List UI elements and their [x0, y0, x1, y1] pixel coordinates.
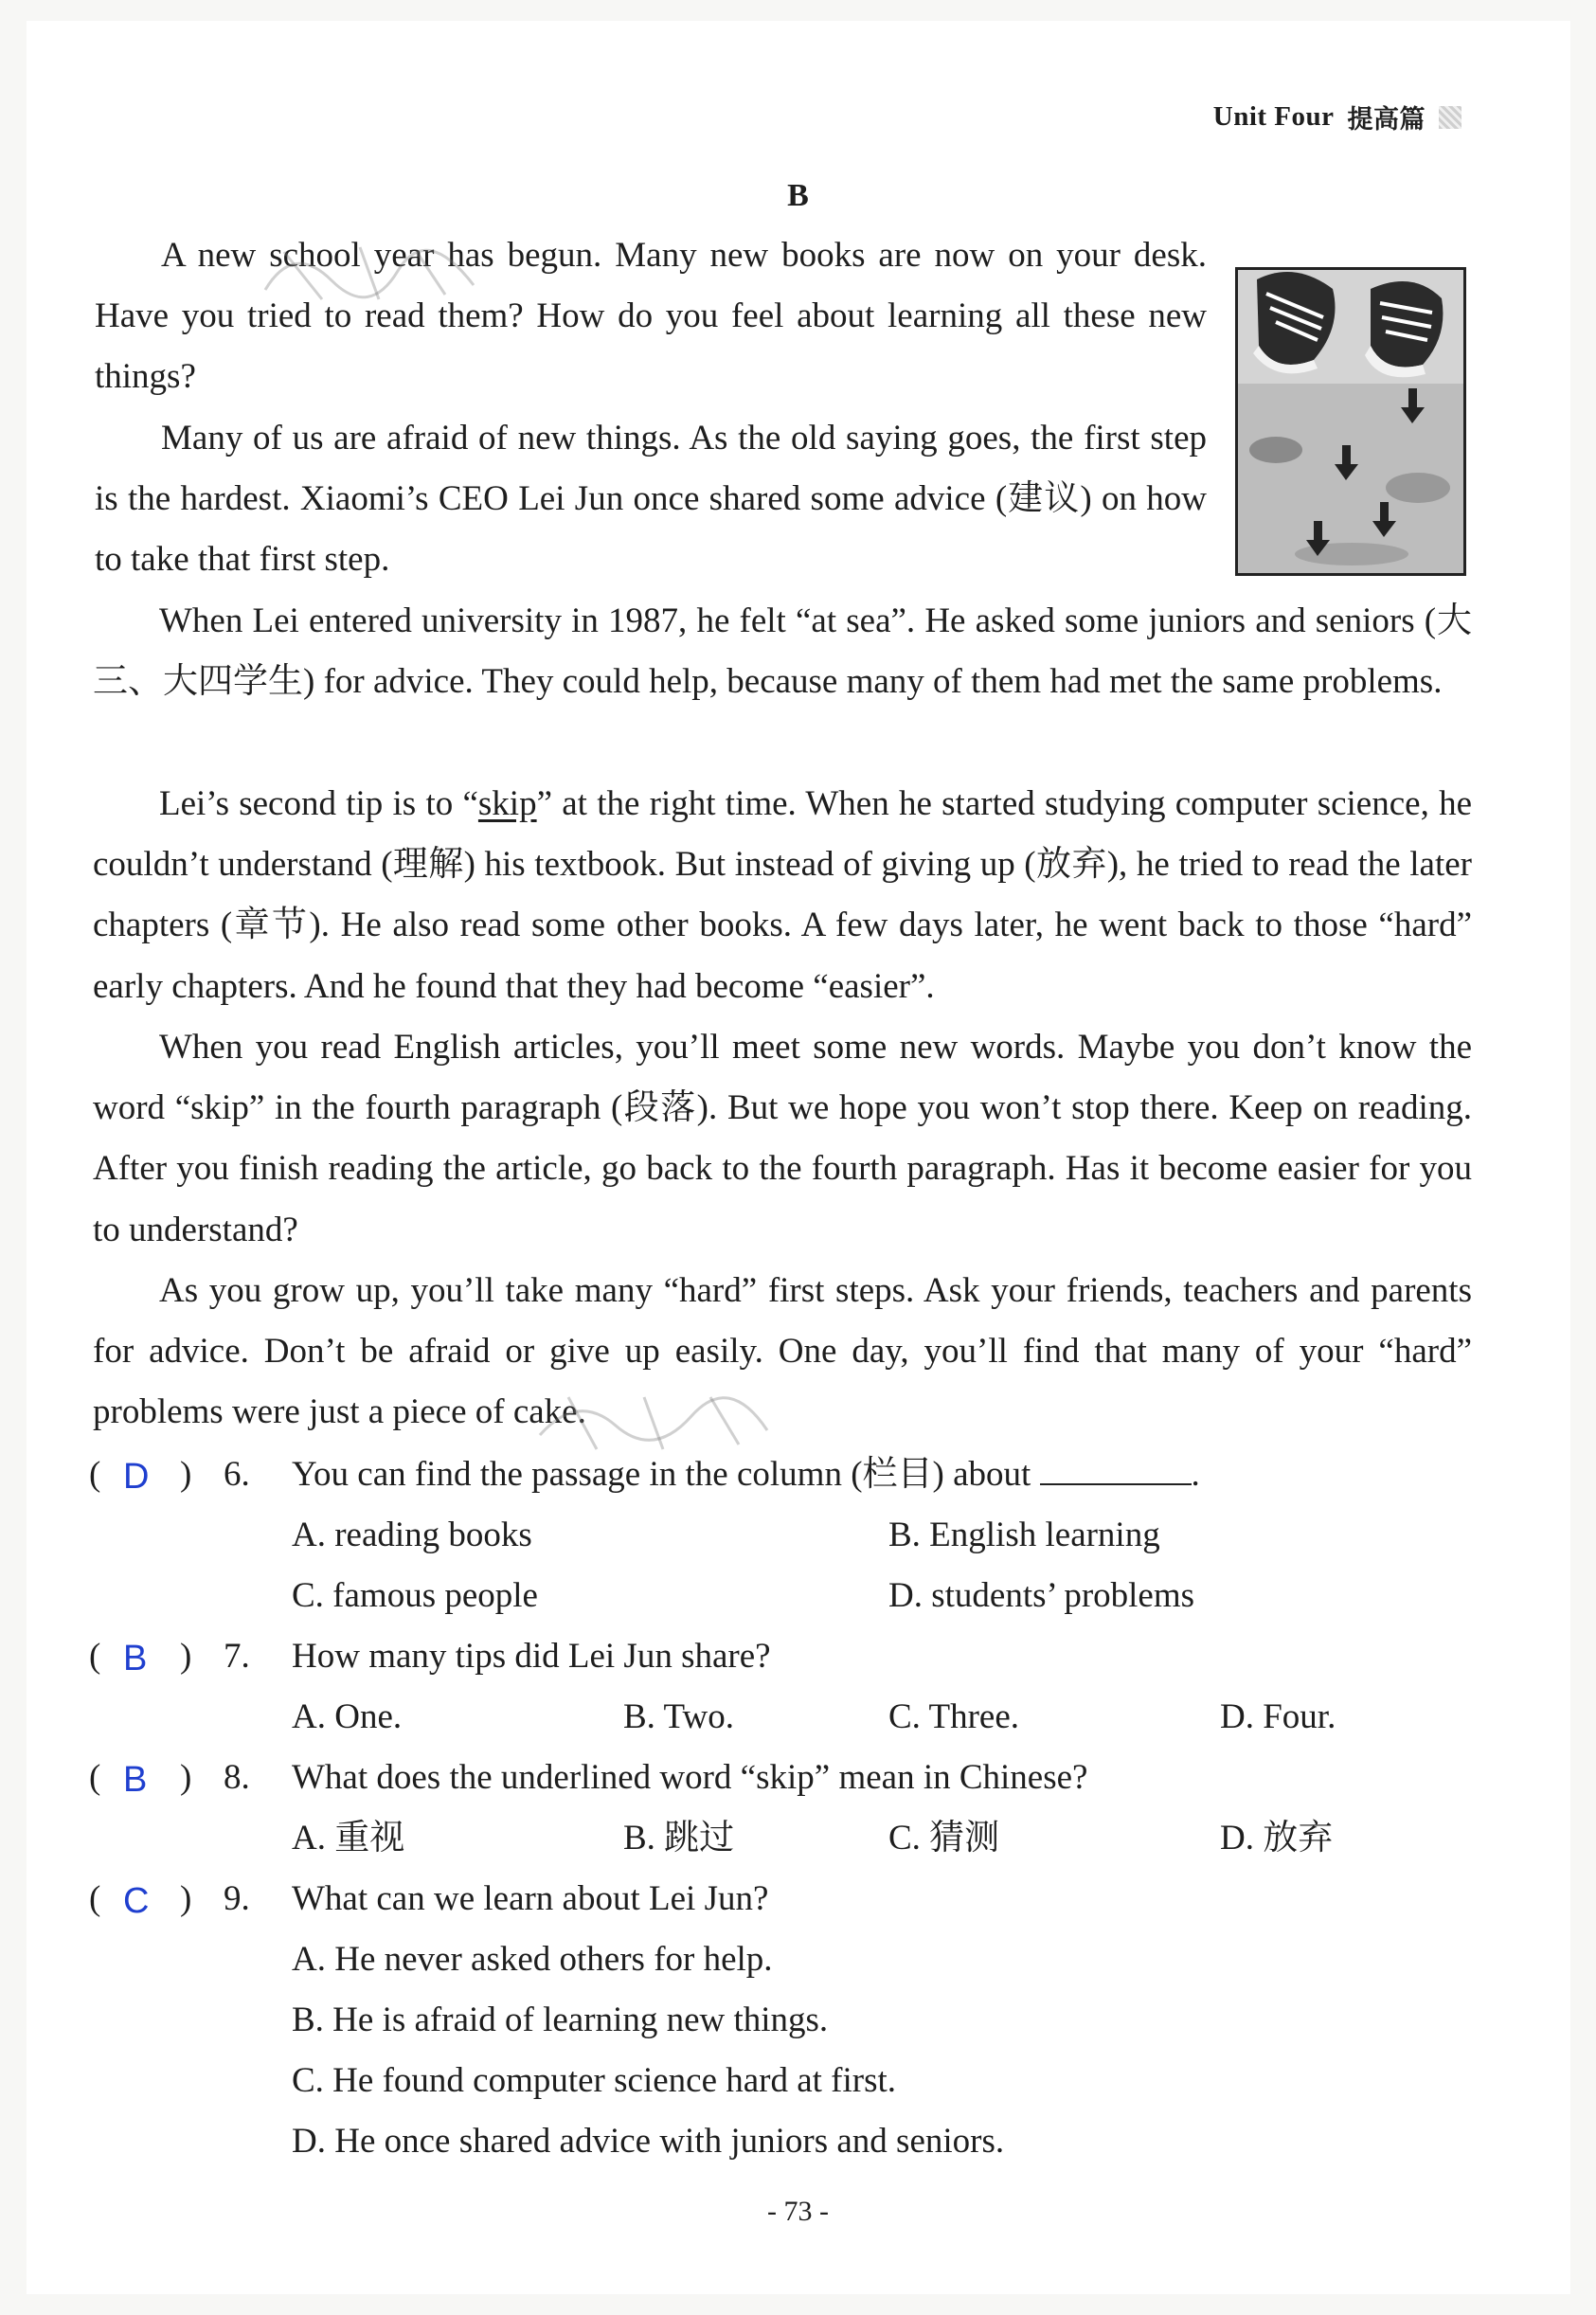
question-stem: What can we learn about Lei Jun?: [292, 1879, 769, 1918]
option-a: A. One.: [292, 1697, 403, 1736]
option-c: C. Three.: [888, 1697, 1020, 1736]
header-decoration: [1439, 106, 1462, 129]
option-b: B. English learning: [888, 1516, 1160, 1554]
option-d: D. 放弃: [1220, 1819, 1334, 1857]
option-b: B. 跳过: [623, 1819, 735, 1857]
paragraph-5: When you read English articles, you’ll meet some new words. Maybe you don’t know the word “skip” in the fourth paragraph (段落). But we hope you won’t stop there. Keep on reading. After you finish reading the article, go back to the fourth paragraph. Has it become easier for you to understand?: [93, 1028, 1472, 1249]
option-d: D. students’ problems: [888, 1576, 1195, 1615]
sneakers-illustration: [1235, 267, 1466, 576]
page-header: [1213, 99, 1462, 135]
option-a: A. He never asked others for help.: [292, 1940, 773, 1979]
option-a: A. reading books: [292, 1516, 532, 1554]
option-b: B. He is afraid of learning new things.: [292, 2001, 829, 2039]
page-number: - 73 -: [767, 2196, 829, 2227]
paragraph-1: A new school year has begun. Many new books are now on your desk. Have you tried to read them? How do you feel about learning all these new things?: [95, 236, 1207, 397]
option-c: C. He found computer science hard at first.: [292, 2061, 897, 2100]
question-stem: How many tips did Lei Jun share?: [292, 1637, 771, 1676]
question-number: 6.: [224, 1455, 250, 1494]
question-number: 8.: [224, 1758, 250, 1797]
unit-title: Unit Four: [1212, 101, 1335, 132]
paragraph-4-rest: ” at the right time. When he started studying computer science, he couldn’t understand (理解) his textbook. But instead of giving up (放弃), he tried to read the later chapters (章节). He also read some other books. A few days later, he went back to those “hard” early chapters. And he found that they had become “easier”.: [93, 784, 1472, 1006]
option-d: D. Four.: [1220, 1697, 1336, 1736]
watermark: [256, 233, 483, 322]
option-a: A. 重视: [292, 1819, 405, 1857]
paragraph-4-start: Lei’s second tip is to “: [159, 784, 478, 823]
option-c: C. 猜测: [888, 1819, 1000, 1857]
answer-8: B: [123, 1760, 148, 1800]
question-stem: What does the underlined word “skip” mean in Chinese?: [292, 1758, 1088, 1797]
question-number: 7.: [224, 1637, 250, 1676]
answer-9: C: [123, 1881, 150, 1921]
level-title: 提高篇: [1347, 105, 1426, 135]
underlined-word-skip: skip: [477, 784, 537, 823]
option-d: D. He once shared advice with juniors and seniors.: [292, 2122, 1005, 2161]
paragraph-2: Many of us are afraid of new things. As the old saying goes, the first step is the hardest. Xiaomi’s CEO Lei Jun once shared some advice (建议) on how to take that first step.: [95, 419, 1207, 580]
answer-6: D: [123, 1457, 150, 1497]
paragraph-6: As you grow up, you’ll take many “hard” first steps. Ask your friends, teachers and parents for advice. Don’t be afraid or give up easily. One day, you’ll find that many of your “hard” problems were just a piece of cake.: [93, 1271, 1472, 1432]
question-stem: You can find the passage in the column (栏目) about .: [292, 1455, 1200, 1494]
section-letter: B: [787, 178, 809, 213]
answer-blank: [1040, 1455, 1192, 1485]
answer-7: B: [123, 1639, 148, 1678]
option-c: C. famous people: [292, 1576, 538, 1615]
paragraph-4: [93, 774, 1472, 1017]
paragraph-3: When Lei entered university in 1987, he felt “at sea”. He asked some juniors and seniors (大三、大四学生) for advice. They could help, because many of them had met the same problems.: [93, 601, 1472, 702]
question-number: 9.: [224, 1879, 250, 1918]
option-b: B. Two.: [623, 1697, 734, 1736]
